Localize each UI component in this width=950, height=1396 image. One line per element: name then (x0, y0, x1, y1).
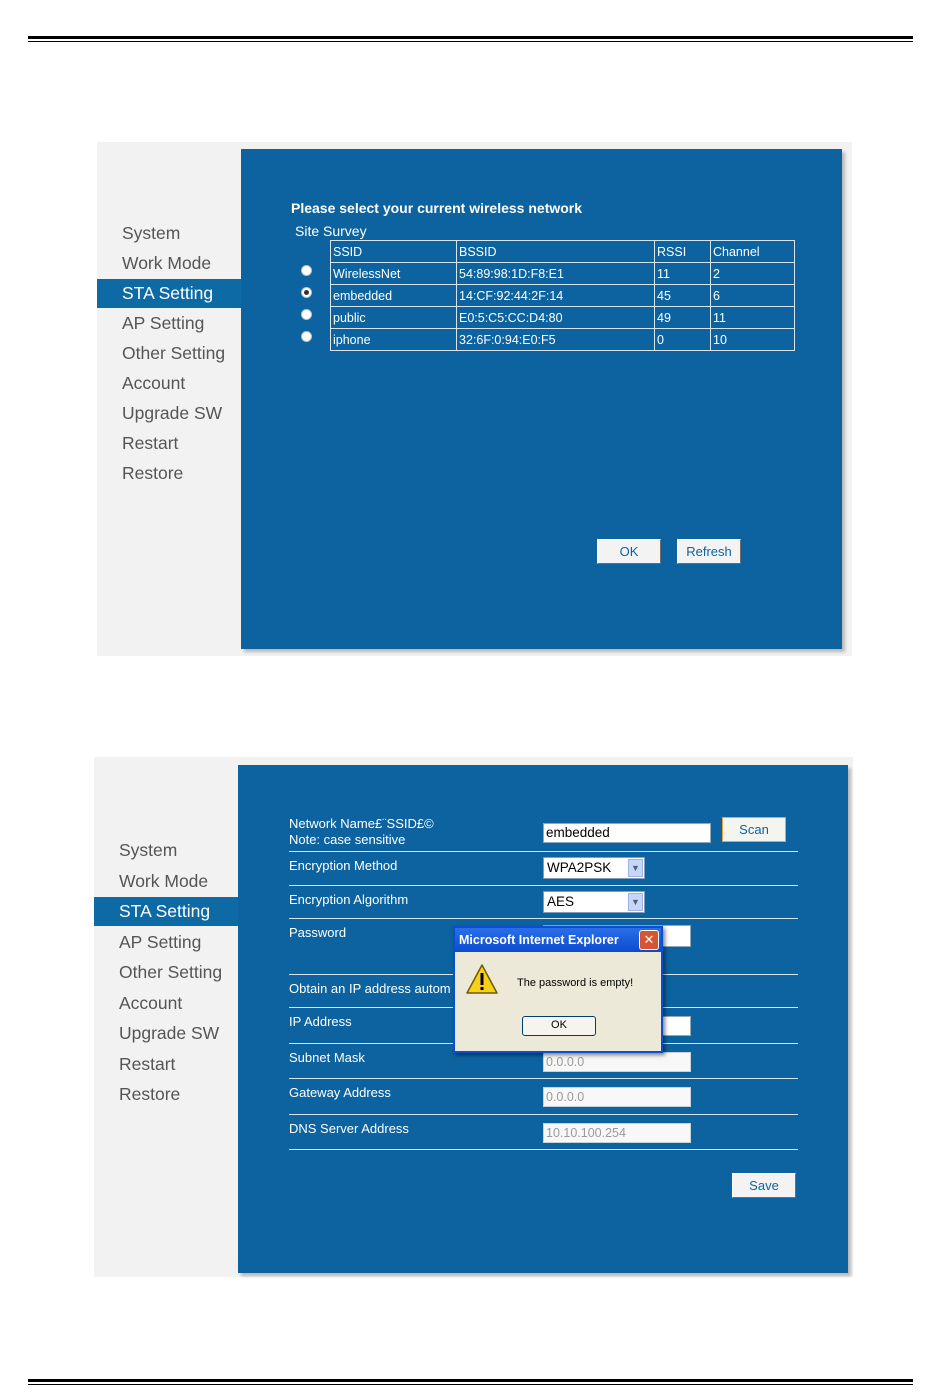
ok-button[interactable]: OK (597, 539, 661, 564)
form-divider (289, 851, 798, 852)
network-radio-iphone[interactable] (301, 331, 312, 342)
encryption-algorithm-value: AES (547, 894, 575, 909)
encryption-algorithm-select[interactable] (543, 891, 645, 913)
save-button[interactable]: Save (732, 1173, 796, 1198)
cell-ssid: public (331, 307, 457, 329)
nav-item-restore[interactable]: Restore (122, 463, 184, 483)
site-survey-table (330, 240, 795, 351)
cell-rssi: 11 (655, 263, 711, 285)
nav-item-account[interactable]: Account (122, 373, 186, 393)
subnet-mask-label: Subnet Mask (289, 1050, 365, 1065)
nav-item-restart[interactable]: Restart (119, 1054, 176, 1074)
cell-bssid: 14:CF:92:44:2F:14 (457, 285, 655, 307)
survey-subtitle: Site Survey (295, 223, 367, 239)
table-header-row (331, 241, 795, 263)
chevron-down-icon: ▼ (628, 893, 643, 911)
form-divider (289, 1078, 798, 1079)
dialog-message: The password is empty! (517, 977, 634, 989)
encryption-method-label: Encryption Method (289, 858, 398, 873)
sidebar (94, 757, 238, 1277)
bottom-rule (28, 1379, 913, 1382)
cell-channel: 6 (711, 285, 795, 307)
nav-item-other-setting[interactable]: Other Setting (119, 962, 223, 982)
nav-item-ap-setting[interactable]: AP Setting (119, 932, 202, 952)
nav-item-upgrade-sw[interactable]: Upgrade SW (119, 1023, 220, 1043)
cell-bssid: 54:89:98:1D:F8:E1 (457, 263, 655, 285)
nav-item-work-mode[interactable]: Work Mode (122, 253, 212, 273)
nav-item-ap-setting[interactable]: AP Setting (122, 313, 205, 333)
dialog-ok-button[interactable]: OK (522, 1016, 596, 1036)
gateway-label: Gateway Address (289, 1085, 391, 1100)
nav-item-account[interactable]: Account (119, 993, 183, 1013)
table-row[interactable] (331, 307, 795, 329)
form-divider (289, 918, 798, 919)
sidebar (97, 142, 241, 656)
network-radio-embedded[interactable] (301, 287, 312, 298)
cell-ssid: embedded (331, 285, 457, 307)
close-icon[interactable]: ✕ (639, 930, 659, 950)
cell-channel: 2 (711, 263, 795, 285)
nav-item-sta-setting[interactable]: STA Setting (94, 897, 238, 926)
site-survey-content (241, 149, 842, 649)
nav-item-restore[interactable]: Restore (119, 1084, 181, 1104)
column-header-ssid: SSID (331, 241, 457, 263)
encryption-method-value: WPA2PSK (547, 860, 612, 875)
obtain-ip-label: Obtain an IP address autom (289, 981, 451, 996)
nav-item-restart[interactable]: Restart (122, 433, 179, 453)
cell-bssid: E0:5:C5:CC:D4:80 (457, 307, 655, 329)
network-note-label: Note: case sensitive (289, 832, 406, 847)
column-header-bssid: BSSID (457, 241, 655, 263)
gateway-input[interactable]: 0.0.0.0 (543, 1087, 691, 1107)
survey-title: Please select your current wireless network (291, 200, 583, 216)
nav-item-system[interactable]: System (122, 223, 181, 243)
network-name-label: Network Name£¨SSID£© (289, 816, 434, 831)
sta-setting-content (238, 765, 848, 1273)
nav-item-system[interactable]: System (119, 840, 178, 860)
cell-rssi: 49 (655, 307, 711, 329)
chevron-down-icon: ▼ (628, 859, 643, 877)
column-header-rssi: RSSI (655, 241, 711, 263)
nav-item-upgrade-sw[interactable]: Upgrade SW (122, 403, 223, 423)
dialog-title: Microsoft Internet Explorer (455, 928, 661, 952)
refresh-button[interactable]: Refresh (677, 539, 741, 564)
cell-ssid: iphone (331, 329, 457, 351)
nav-item-work-mode[interactable]: Work Mode (119, 871, 209, 891)
cell-rssi: 0 (655, 329, 711, 351)
sta-setting-panel (94, 757, 853, 1277)
cell-ssid: WirelessNet (331, 263, 457, 285)
table-row[interactable] (331, 285, 795, 307)
subnet-mask-input[interactable]: 0.0.0.0 (543, 1052, 691, 1072)
dns-input[interactable]: 10.10.100.254 (543, 1123, 691, 1143)
form-divider (289, 1114, 798, 1115)
network-radio-wirelessnet[interactable] (301, 265, 312, 276)
ip-address-label: IP Address (289, 1014, 352, 1029)
cell-channel: 11 (711, 307, 795, 329)
scan-button[interactable]: Scan (722, 817, 786, 842)
table-row[interactable] (331, 329, 795, 351)
cell-channel: 10 (711, 329, 795, 351)
cell-bssid: 32:6F:0:94:E0:F5 (457, 329, 655, 351)
form-divider (289, 1149, 798, 1150)
network-radio-public[interactable] (301, 309, 312, 320)
column-header-channel: Channel (711, 241, 795, 263)
encryption-algorithm-label: Encryption Algorithm (289, 892, 409, 907)
encryption-method-select[interactable] (543, 857, 645, 879)
dns-label: DNS Server Address (289, 1121, 409, 1136)
ssid-input[interactable]: embedded (543, 823, 711, 843)
password-label: Password (289, 925, 347, 940)
cell-rssi: 45 (655, 285, 711, 307)
nav-item-sta-setting[interactable]: STA Setting (97, 279, 241, 308)
warning-icon (465, 963, 499, 995)
site-survey-panel (97, 142, 852, 656)
top-rule (28, 36, 913, 39)
nav-item-other-setting[interactable]: Other Setting (122, 343, 226, 363)
form-divider (289, 885, 798, 886)
table-row[interactable] (331, 263, 795, 285)
alert-dialog (453, 926, 663, 1053)
